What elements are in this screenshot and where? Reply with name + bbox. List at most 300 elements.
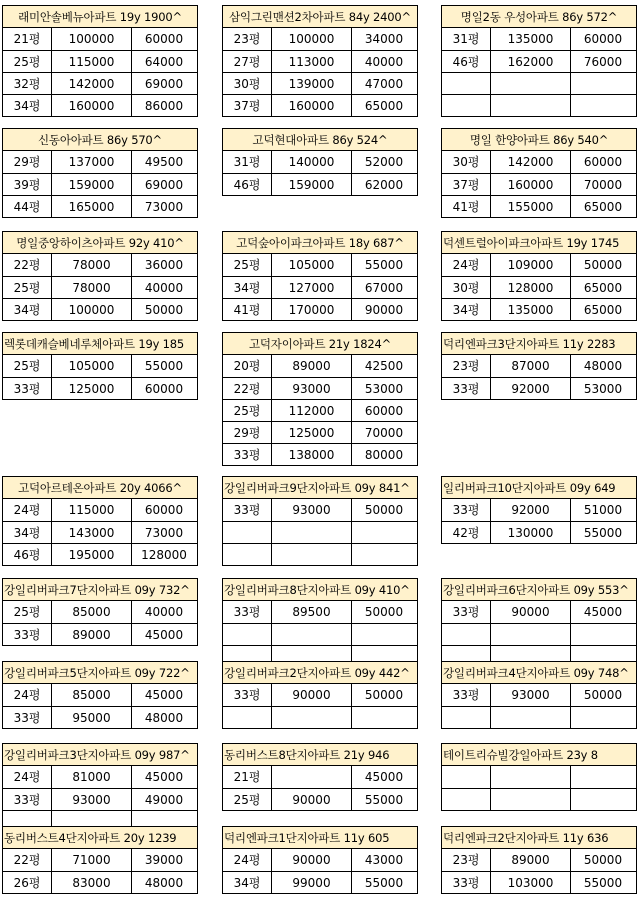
- sale-price-cell: 130000: [490, 522, 570, 544]
- sale-price-cell: 159000: [271, 174, 351, 196]
- lease-price-cell: 50000: [351, 601, 416, 623]
- apartment-price-table: [2, 826, 198, 894]
- table-row: [3, 684, 197, 706]
- size-cell: 33평: [13, 382, 41, 396]
- table-row: [3, 355, 197, 377]
- sale-price-cell: [490, 624, 570, 646]
- size-cell: 21평: [233, 770, 261, 784]
- sale-price-cell: 92000: [490, 378, 570, 400]
- table-row: [223, 72, 417, 94]
- table-row: [223, 254, 417, 276]
- table-row: [3, 706, 197, 728]
- apartment-price-table: [222, 578, 418, 668]
- size-cell: 33평: [233, 688, 261, 702]
- lease-price-cell: 50000: [570, 684, 635, 706]
- apartment-price-table: [222, 743, 418, 811]
- lease-price-cell: 45000: [570, 601, 635, 623]
- size-cell: [442, 766, 490, 788]
- lease-price-cell: 55000: [351, 789, 416, 811]
- table-row: [442, 355, 636, 377]
- lease-price-cell: 45000: [131, 624, 196, 646]
- sale-price-cell: 100000: [271, 28, 351, 50]
- apartment-price-table: [2, 5, 198, 117]
- sale-price-cell: [490, 707, 570, 729]
- size-cell: 39평: [13, 178, 41, 192]
- lease-price-cell: 50000: [351, 499, 416, 521]
- table-row: [223, 601, 417, 623]
- size-cell: 25평: [13, 55, 41, 69]
- lease-price-cell: 55000: [570, 522, 635, 544]
- apartment-title: 명일2동 우성아파트 86y 572^: [442, 6, 636, 28]
- sale-price-cell: 115000: [51, 499, 131, 521]
- size-cell: 25평: [233, 793, 261, 807]
- size-cell: 34평: [13, 99, 41, 113]
- table-row: [442, 849, 636, 871]
- sale-price-cell: 89500: [271, 601, 351, 623]
- lease-price-cell: [570, 789, 635, 811]
- apartment-price-table: [2, 578, 198, 646]
- lease-price-cell: 60000: [131, 28, 196, 50]
- sale-price-cell: 142000: [51, 73, 131, 95]
- size-cell: 46평: [452, 55, 480, 69]
- table-row: [223, 788, 417, 810]
- lease-price-cell: 62000: [351, 174, 416, 196]
- size-cell: 37평: [452, 178, 480, 192]
- table-row: [442, 151, 636, 173]
- lease-price-cell: 60000: [131, 378, 196, 400]
- sale-price-cell: 170000: [271, 299, 351, 321]
- sale-price-cell: 83000: [51, 872, 131, 894]
- sale-price-cell: 87000: [490, 355, 570, 377]
- lease-price-cell: 73000: [131, 196, 196, 218]
- sale-price-cell: 99000: [271, 872, 351, 894]
- sale-price-cell: 93000: [271, 499, 351, 521]
- apartment-price-table: [441, 128, 637, 218]
- size-cell: 23평: [233, 32, 261, 46]
- size-cell: [223, 522, 271, 544]
- sale-price-cell: 93000: [490, 684, 570, 706]
- table-row: [223, 543, 417, 565]
- sale-price-cell: [490, 73, 570, 95]
- table-row: [223, 151, 417, 173]
- sale-price-cell: 95000: [51, 707, 131, 729]
- table-row: [223, 871, 417, 893]
- lease-price-cell: 55000: [131, 355, 196, 377]
- sale-price-cell: 135000: [490, 299, 570, 321]
- table-row: [442, 28, 636, 50]
- table-row: [3, 521, 197, 543]
- size-cell: 25평: [13, 281, 41, 295]
- sale-price-cell: 128000: [490, 277, 570, 299]
- apartment-title: 강일리버파크6단지아파트 09y 553^: [442, 579, 636, 601]
- table-row: [3, 871, 197, 893]
- apartment-price-table: [441, 231, 637, 321]
- table-row: [442, 766, 636, 788]
- size-cell: 25평: [13, 605, 41, 619]
- lease-price-cell: 69000: [131, 73, 196, 95]
- table-row: [223, 28, 417, 50]
- table-row: [3, 151, 197, 173]
- lease-price-cell: 90000: [351, 299, 416, 321]
- sale-price-cell: 138000: [271, 444, 351, 466]
- lease-price-cell: 47000: [351, 73, 416, 95]
- apartment-price-table: [222, 826, 418, 894]
- size-cell: [442, 95, 490, 117]
- table-row: [442, 195, 636, 217]
- size-cell: [442, 707, 490, 729]
- lease-price-cell: 34000: [351, 28, 416, 50]
- table-row: [223, 499, 417, 521]
- table-row: [3, 377, 197, 399]
- lease-price-cell: 55000: [351, 872, 416, 894]
- table-row: [223, 623, 417, 645]
- sale-price-cell: 115000: [51, 51, 131, 73]
- apartment-title: 강일리버파크3단지아파트 09y 987^: [3, 744, 197, 766]
- sale-price-cell: 135000: [490, 28, 570, 50]
- sale-price-cell: 100000: [51, 28, 131, 50]
- table-row: [223, 50, 417, 72]
- lease-price-cell: 39000: [131, 849, 196, 871]
- size-cell: [223, 544, 271, 566]
- apartment-title: 강일리버파크2단지아파트 09y 442^: [223, 662, 417, 684]
- sale-price-cell: 125000: [51, 378, 131, 400]
- table-row: [3, 766, 197, 788]
- table-row: [442, 50, 636, 72]
- lease-price-cell: [351, 707, 416, 729]
- table-row: [442, 706, 636, 728]
- apartment-title: 동리버스트4단지아파트 20y 1239: [3, 827, 197, 849]
- sale-price-cell: 103000: [490, 872, 570, 894]
- sale-price-cell: 90000: [271, 789, 351, 811]
- apartment-price-table: [2, 128, 198, 218]
- sale-price-cell: 90000: [490, 601, 570, 623]
- table-row: [3, 499, 197, 521]
- table-row: [223, 421, 417, 443]
- size-cell: 46평: [233, 178, 261, 192]
- lease-price-cell: 50000: [570, 254, 635, 276]
- table-row: [442, 276, 636, 298]
- apartment-price-table: [222, 231, 418, 321]
- sale-price-cell: 78000: [51, 277, 131, 299]
- size-cell: 30평: [233, 77, 261, 91]
- sale-price-cell: 160000: [51, 95, 131, 117]
- apartment-price-table: [2, 476, 198, 566]
- apartment-title: 테이트리슈빌강일아파트 23y 8: [442, 744, 636, 766]
- sale-price-cell: 85000: [51, 601, 131, 623]
- sale-price-cell: [271, 707, 351, 729]
- sale-price-cell: 89000: [271, 355, 351, 377]
- lease-price-cell: 52000: [351, 151, 416, 173]
- size-cell: 25평: [13, 359, 41, 373]
- sale-price-cell: 89000: [490, 849, 570, 871]
- lease-price-cell: 60000: [351, 400, 416, 422]
- apartment-price-table: [222, 661, 418, 729]
- table-row: [3, 601, 197, 623]
- lease-price-cell: [570, 766, 635, 788]
- sale-price-cell: [271, 766, 351, 788]
- sale-price-cell: 85000: [51, 684, 131, 706]
- sale-price-cell: 71000: [51, 849, 131, 871]
- size-cell: [223, 707, 271, 729]
- table-row: [3, 195, 197, 217]
- sale-price-cell: 143000: [51, 522, 131, 544]
- size-cell: 33평: [452, 688, 480, 702]
- apartment-title: 래미안솔베뉴아파트 19y 1900^: [3, 6, 197, 28]
- lease-price-cell: 60000: [131, 499, 196, 521]
- table-row: [442, 254, 636, 276]
- table-row: [442, 298, 636, 320]
- table-row: [223, 298, 417, 320]
- lease-price-cell: 42500: [351, 355, 416, 377]
- sale-price-cell: 92000: [490, 499, 570, 521]
- lease-price-cell: 70000: [570, 174, 635, 196]
- apartment-title: 덕리엔파크1단지아파트 11y 605: [223, 827, 417, 849]
- sale-price-cell: 93000: [51, 789, 131, 811]
- apartment-price-table: [441, 476, 637, 544]
- size-cell: 33평: [452, 876, 480, 890]
- size-cell: 29평: [13, 155, 41, 169]
- apartment-price-table: [441, 661, 637, 729]
- table-row: [223, 173, 417, 195]
- lease-price-cell: 60000: [570, 28, 635, 50]
- apartment-title: 강일리버파크4단지아파트 09y 748^: [442, 662, 636, 684]
- size-cell: 24평: [13, 503, 41, 517]
- sale-price-cell: [490, 766, 570, 788]
- sale-price-cell: 93000: [271, 378, 351, 400]
- table-row: [223, 377, 417, 399]
- lease-price-cell: 36000: [131, 254, 196, 276]
- lease-price-cell: 49500: [131, 151, 196, 173]
- lease-price-cell: 40000: [351, 51, 416, 73]
- table-row: [3, 298, 197, 320]
- sale-price-cell: 159000: [51, 174, 131, 196]
- sale-price-cell: 127000: [271, 277, 351, 299]
- sale-price-cell: [271, 544, 351, 566]
- lease-price-cell: 67000: [351, 277, 416, 299]
- lease-price-cell: 50000: [570, 849, 635, 871]
- sale-price-cell: 89000: [51, 624, 131, 646]
- apartment-price-table: [222, 128, 418, 196]
- table-row: [3, 788, 197, 810]
- apartment-price-table: [2, 661, 198, 729]
- lease-price-cell: 40000: [131, 277, 196, 299]
- size-cell: 34평: [13, 526, 41, 540]
- apartment-title: 덕센트럴아이파크아파트 19y 1745: [442, 232, 636, 254]
- size-cell: 27평: [233, 55, 261, 69]
- sale-price-cell: 109000: [490, 254, 570, 276]
- apartment-title: 삼익그린맨션2차아파트 84y 2400^: [223, 6, 417, 28]
- table-row: [3, 94, 197, 116]
- size-cell: 30평: [452, 281, 480, 295]
- apartment-title: 명일 한양아파트 86y 540^: [442, 129, 636, 151]
- lease-price-cell: 45000: [351, 766, 416, 788]
- size-cell: 33평: [13, 628, 41, 642]
- apartment-price-table: [222, 332, 418, 466]
- sale-price-cell: 78000: [51, 254, 131, 276]
- table-row: [442, 684, 636, 706]
- table-row: [3, 50, 197, 72]
- sale-price-cell: 105000: [51, 355, 131, 377]
- apartment-title: 고덕현대아파트 86y 524^: [223, 129, 417, 151]
- table-row: [223, 443, 417, 465]
- lease-price-cell: 51000: [570, 499, 635, 521]
- table-row: [223, 399, 417, 421]
- lease-price-cell: 50000: [131, 299, 196, 321]
- size-cell: 23평: [452, 359, 480, 373]
- lease-price-cell: 73000: [131, 522, 196, 544]
- size-cell: 33평: [13, 793, 41, 807]
- lease-price-cell: [351, 522, 416, 544]
- sale-price-cell: [490, 789, 570, 811]
- size-cell: 31평: [233, 155, 261, 169]
- table-row: [442, 499, 636, 521]
- apartment-title: 고덕숲아이파크아파트 18y 687^: [223, 232, 417, 254]
- table-row: [3, 254, 197, 276]
- lease-price-cell: [570, 707, 635, 729]
- size-cell: 32평: [13, 77, 41, 91]
- lease-price-cell: 48000: [131, 872, 196, 894]
- table-row: [3, 72, 197, 94]
- apartment-price-table: [2, 231, 198, 321]
- table-row: [442, 623, 636, 645]
- lease-price-cell: 53000: [351, 378, 416, 400]
- lease-price-cell: 64000: [131, 51, 196, 73]
- size-cell: 21평: [13, 32, 41, 46]
- apartment-price-table: [441, 578, 637, 668]
- size-cell: 24평: [13, 688, 41, 702]
- lease-price-cell: [570, 95, 635, 117]
- size-cell: 34평: [13, 303, 41, 317]
- sale-price-cell: 162000: [490, 51, 570, 73]
- size-cell: 33평: [233, 448, 261, 462]
- lease-price-cell: 50000: [351, 684, 416, 706]
- lease-price-cell: 40000: [131, 601, 196, 623]
- lease-price-cell: 60000: [570, 151, 635, 173]
- sale-price-cell: 160000: [271, 95, 351, 117]
- sale-price-cell: [271, 624, 351, 646]
- table-row: [223, 276, 417, 298]
- table-row: [3, 543, 197, 565]
- table-row: [223, 355, 417, 377]
- apartment-price-table: [441, 826, 637, 894]
- lease-price-cell: 80000: [351, 444, 416, 466]
- size-cell: 46평: [13, 548, 41, 562]
- size-cell: [442, 789, 490, 811]
- lease-price-cell: 45000: [131, 684, 196, 706]
- sale-price-cell: 160000: [490, 174, 570, 196]
- lease-price-cell: [351, 544, 416, 566]
- lease-price-cell: 49000: [131, 789, 196, 811]
- lease-price-cell: [570, 624, 635, 646]
- lease-price-cell: 65000: [570, 196, 635, 218]
- sale-price-cell: 165000: [51, 196, 131, 218]
- table-row: [442, 871, 636, 893]
- apartment-title: 덕리엔파크2단지아파트 11y 636: [442, 827, 636, 849]
- size-cell: 42평: [452, 526, 480, 540]
- sale-price-cell: [490, 95, 570, 117]
- apartment-price-table: [222, 5, 418, 117]
- size-cell: 22평: [13, 258, 41, 272]
- table-row: [223, 684, 417, 706]
- size-cell: 24평: [452, 258, 480, 272]
- sale-price-cell: 125000: [271, 422, 351, 444]
- apartment-price-table: [441, 743, 637, 811]
- lease-price-cell: 48000: [570, 355, 635, 377]
- sale-price-cell: 140000: [271, 151, 351, 173]
- sale-price-cell: 81000: [51, 766, 131, 788]
- lease-price-cell: 70000: [351, 422, 416, 444]
- size-cell: 22평: [13, 853, 41, 867]
- apartment-title: 고덕자이아파트 21y 1824^: [223, 333, 417, 355]
- table-row: [442, 377, 636, 399]
- lease-price-cell: [351, 624, 416, 646]
- sale-price-cell: 137000: [51, 151, 131, 173]
- table-row: [3, 276, 197, 298]
- apartment-price-table: [2, 743, 198, 833]
- apartment-price-table: [2, 332, 198, 400]
- lease-price-cell: 65000: [570, 299, 635, 321]
- size-cell: 31평: [452, 32, 480, 46]
- sale-price-cell: 105000: [271, 254, 351, 276]
- apartment-price-table: [222, 476, 418, 566]
- size-cell: 25평: [233, 404, 261, 418]
- sale-price-cell: 90000: [271, 849, 351, 871]
- lease-price-cell: 86000: [131, 95, 196, 117]
- table-row: [223, 766, 417, 788]
- sale-price-cell: 112000: [271, 400, 351, 422]
- sale-price-cell: [271, 522, 351, 544]
- table-row: [442, 72, 636, 94]
- size-cell: [223, 624, 271, 646]
- size-cell: 41평: [452, 200, 480, 214]
- size-cell: 34평: [452, 303, 480, 317]
- size-cell: 34평: [233, 281, 261, 295]
- table-row: [3, 28, 197, 50]
- sale-price-cell: 142000: [490, 151, 570, 173]
- size-cell: 29평: [233, 426, 261, 440]
- size-cell: 33평: [13, 711, 41, 725]
- table-row: [442, 788, 636, 810]
- table-row: [442, 601, 636, 623]
- table-row: [223, 94, 417, 116]
- size-cell: 23평: [452, 853, 480, 867]
- sale-price-cell: 195000: [51, 544, 131, 566]
- size-cell: 44평: [13, 200, 41, 214]
- table-row: [442, 94, 636, 116]
- size-cell: 37평: [233, 99, 261, 113]
- apartment-title: 강일리버파크5단지아파트 09y 722^: [3, 662, 197, 684]
- size-cell: 33평: [452, 605, 480, 619]
- apartment-title: 신동아아파트 86y 570^: [3, 129, 197, 151]
- size-cell: 33평: [233, 605, 261, 619]
- size-cell: 34평: [233, 876, 261, 890]
- lease-price-cell: 65000: [570, 277, 635, 299]
- sale-price-cell: 113000: [271, 51, 351, 73]
- apartment-title: 덕리엔파크3단지아파트 11y 2283: [442, 333, 636, 355]
- sale-price-cell: 139000: [271, 73, 351, 95]
- size-cell: 30평: [452, 155, 480, 169]
- size-cell: 22평: [233, 382, 261, 396]
- apartment-title: 고덕아르테온아파트 20y 4066^: [3, 477, 197, 499]
- size-cell: 26평: [13, 876, 41, 890]
- size-cell: 33평: [452, 503, 480, 517]
- lease-price-cell: 53000: [570, 378, 635, 400]
- size-cell: 33평: [452, 382, 480, 396]
- table-row: [3, 849, 197, 871]
- table-row: [223, 706, 417, 728]
- sale-price-cell: 100000: [51, 299, 131, 321]
- apartment-title: 일리버파크10단지아파트 09y 649: [442, 477, 636, 499]
